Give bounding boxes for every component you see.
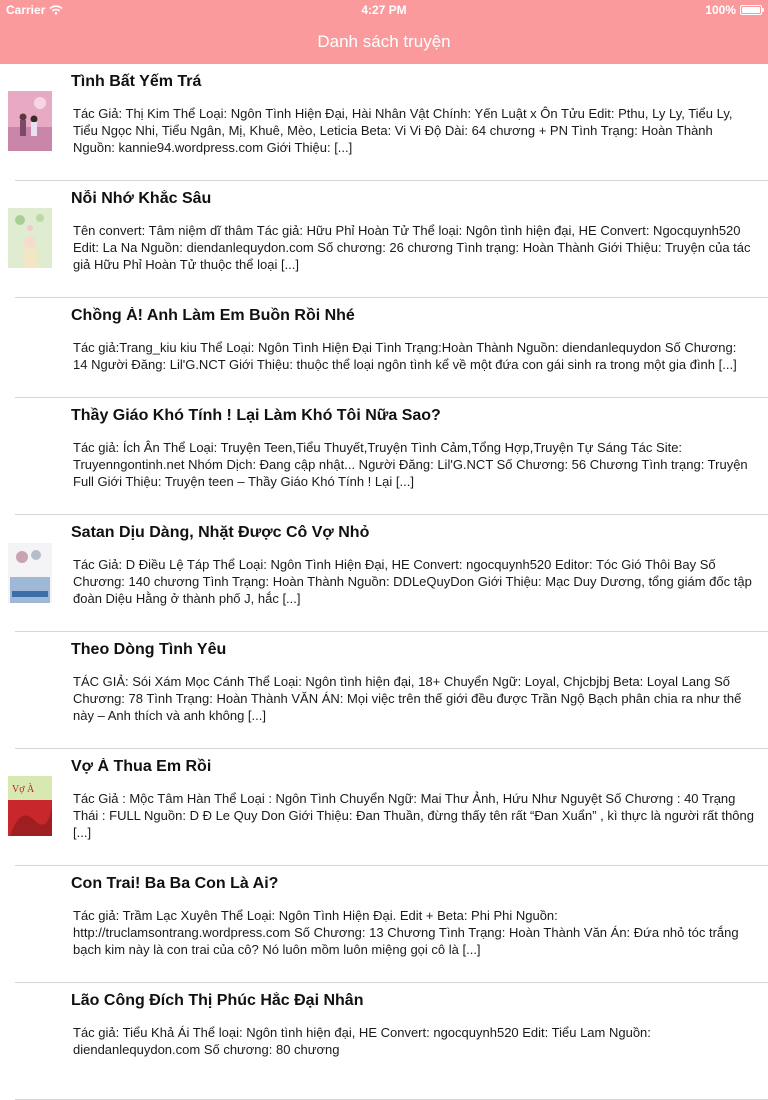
- battery-indicator: [705, 3, 762, 17]
- cover-thumbnail: [8, 776, 52, 836]
- cover-title-text: Vợ À: [12, 784, 35, 795]
- story-row[interactable]: [0, 632, 768, 749]
- story-title[interactable]: Vợ À Thua Em Rồi: [71, 758, 212, 775]
- carrier-label: Carrier: [6, 3, 46, 17]
- story-summary: Tác giả: Tiểu Khả Ái Thể loại: Ngôn tình hiện đại, HE Convert: ngocquynh520 Edit: Tiểu Lam Nguồn: diendanlequydon.com Số chương: 80 chương: [73, 1025, 651, 1057]
- story-row[interactable]: [0, 515, 768, 632]
- story-title[interactable]: Thầy Giáo Khó Tính ! Lại Làm Khó Tôi Nữa Sao?: [71, 407, 441, 424]
- story-title[interactable]: Con Trai! Ba Ba Con Là Ai?: [71, 875, 279, 892]
- story-row[interactable]: [0, 866, 768, 983]
- story-title[interactable]: Satan Dịu Dàng, Nhặt Được Cô Vợ Nhỏ: [71, 524, 370, 541]
- story-row[interactable]: [0, 398, 768, 515]
- story-summary: Tên convert: Tâm niệm dĩ thâm Tác giả: Hữu Phỉ Hoàn Tử Thể loại: Ngôn tình hiện đại, HE Convert: Ngocquynh520 Edit: La Na Nguồn: diendanlequydon.com Số chương: 26 chương Tình trạng: Hoàn Thành Giới Thiệu: Truyện của tác giả Hữu Phỉ Hoàn Tử thuộc thể loại [...]: [73, 223, 751, 272]
- battery-percent: 100%: [705, 3, 736, 17]
- story-row[interactable]: [0, 298, 768, 398]
- status-bar: [0, 0, 768, 20]
- story-row[interactable]: [0, 181, 768, 298]
- story-summary: Tác giả:Trang_kiu kiu Thể Loại: Ngôn Tình Hiện Đại Tình Trạng:Hoàn Thành Nguồn: diendanlequydon Số Chương: 14 Người Đăng: Lil'G.NCT Giới Thiệu: thuộc thể loại ngôn tình kể về một đứa con gái sinh ra trong một gia đình [...]: [73, 340, 737, 372]
- cover-thumbnail: [8, 91, 52, 151]
- cover-thumbnail: [8, 543, 52, 603]
- story-summary: Tác Giả: D Điều Lệ Táp Thể Loại: Ngôn Tình Hiện Đại, HE Convert: ngocquynh520 Editor: Tóc Gió Thôi Bay Số Chương: 140 chương Tình Trạng: Hoàn Thành Nguồn: DDLeQuyDon Giới Thiệu: Mạc Duy Dương, tổng giám đốc tập đoàn Diệu Hằng ở thành phố J, hắc [...]: [73, 557, 752, 606]
- story-summary: Tác Giả: Thị Kim Thể Loại: Ngôn Tình Hiện Đại, Hài Nhân Vật Chính: Yến Luật x Ôn Tửu Edit: Pthu, Ly Ly, Tiểu Ly, Tiểu Ngọc Nhi, Tiểu Ngân, Mị, Khuê, Mèo, Leticia Beta: Vi Vi Độ Dài: 64 chương + PN Tình Trạng: Hoàn Thành Nguồn: kannie94.wordpress.com Giới Thiệu: [...]: [73, 106, 733, 155]
- story-summary: Tác Giả : Mộc Tâm Hàn Thể Loại : Ngôn Tình Chuyển Ngữ: Mai Thư Ảnh, Hứu Như Nguyệt Số Chương : 40 Trạng Thái : FULL Nguồn: D Đ Le Quy Don Giới Thiệu: Đan Thuần, đừng thấy tên rất “Đan Xuẩn” , kì thực là người rất thông [...]: [73, 791, 754, 840]
- story-row[interactable]: [0, 64, 768, 181]
- cover-thumbnail: [8, 208, 52, 268]
- story-title[interactable]: Chồng À! Anh Làm Em Buồn Rồi Nhé: [71, 307, 355, 324]
- navigation-bar: [0, 20, 768, 64]
- story-summary: TÁC GIẢ: Sói Xám Mọc Cánh Thể Loại: Ngôn tình hiện đại, 18+ Chuyển Ngữ: Loyal, Chjcbjbj Beta: Loyal Lang Số Chương: 78 Tình Trạng: Hoàn Thành VĂN ÁN: Mọi việc trên thế giới đều được Trần Ngộ Bạch phân chia ra như thế này – Anh thích và anh không [...]: [73, 674, 742, 723]
- story-summary: Tác giả: Ích Ân Thể Loại: Truyện Teen,Tiểu Thuyết,Truyện Tình Cảm,Tổng Hợp,Truyện Tự Sáng Tác Site: Truyenngontinh.net Nhóm Dịch: Đang cập nhật... Người Đăng: Lil'G.NCT Số Chương: 56 Chương Tình trạng: Truyện Full Giới Thiệu: Truyện teen – Thầy Giáo Khó Tính ! Lại [...]: [73, 440, 748, 489]
- story-title[interactable]: Tình Bất Yếm Trá: [71, 73, 202, 90]
- story-row[interactable]: [0, 983, 768, 1100]
- status-time: 4:27 PM: [361, 3, 407, 17]
- story-row[interactable]: [0, 749, 768, 866]
- battery-icon: [740, 5, 762, 15]
- story-summary: Tác giả: Trầm Lạc Xuyên Thể Loại: Ngôn Tình Hiện Đại. Edit + Beta: Phi Phi Nguồn: http://truclamsontrang.wordpress.com Số Chương: 13 Chương Tình Trạng: Hoàn Thành Văn Án: Đứa nhỏ tóc trắng bạch kim này là con trai của cô? Nó luôn mồm luôn miệng gọi cô là [...]: [73, 908, 739, 957]
- story-title[interactable]: Nỗi Nhớ Khắc Sâu: [71, 190, 212, 207]
- page-title: Danh sách truyện: [317, 32, 451, 51]
- story-list[interactable]: [0, 64, 768, 1100]
- story-title[interactable]: Lão Công Đích Thị Phúc Hắc Đại Nhân: [71, 992, 364, 1009]
- story-title[interactable]: Theo Dòng Tình Yêu: [71, 641, 227, 658]
